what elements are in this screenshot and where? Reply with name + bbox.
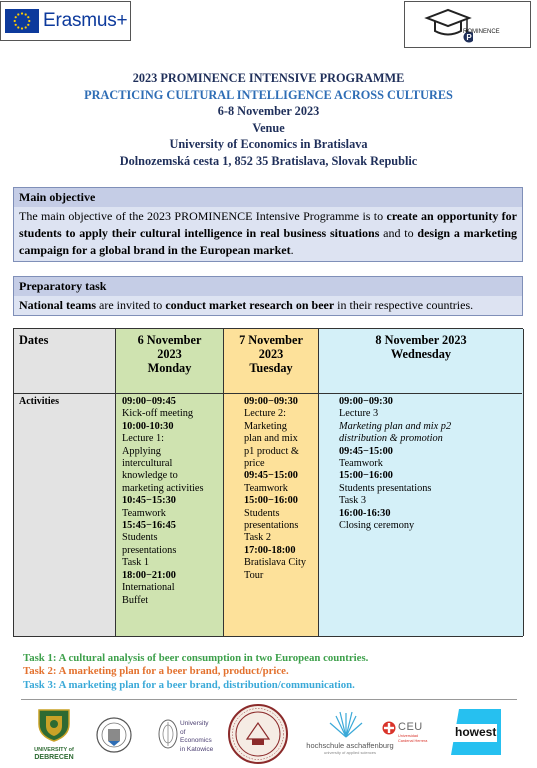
header-divider (14, 393, 522, 394)
ceu-subtitle-line1: Universidad (398, 734, 419, 738)
university-seal-icon (94, 715, 134, 755)
bratislava-seal-logo (225, 703, 291, 765)
day2-header: 7 November 2023 Tuesday (239, 333, 303, 375)
day3-header: 8 November 2023 Wednesday (375, 333, 467, 361)
katowice-name-line2: of Economics (180, 728, 212, 744)
dates-column (14, 329, 116, 636)
preparatory-task-text: National teams are invited to conduct market research on beer in their respective countries. (14, 296, 522, 315)
bratislava-seal-icon (225, 703, 291, 765)
prominence-mark: P (466, 33, 472, 42)
debrecen-crest-icon (33, 706, 75, 742)
day2-column (224, 329, 319, 636)
title-line-theme: PRACTICING CULTURAL INTELLIGENCE ACROSS CULTURES (84, 87, 453, 102)
debrecen-name-line1: UNIVERSITY of (34, 747, 74, 753)
day1-column (116, 329, 224, 636)
main-objective-text: The main objective of the 2023 PROMINENCE Intensive Programme is to create an opportunity for students to apply their cultural intelligence in real business situations and to design a marketing campaign for a global brand in the European market. (14, 207, 522, 261)
katowice-logo (157, 717, 219, 753)
main-objective-box (13, 187, 523, 262)
ceu-cross-icon (382, 721, 396, 735)
schedule-table (13, 328, 523, 637)
prominence-wordmark: ROMINENCE (463, 29, 500, 35)
footer-divider (21, 699, 517, 700)
tasks-list (23, 652, 368, 692)
title-line-dates: 6-8 November 2023 (217, 104, 320, 118)
task-2: Task 2: A marketing plan for a beer brand, product/price. (23, 665, 289, 678)
ceu-subtitle-line2: Cardenal Herrera (398, 738, 428, 743)
partner-seal-logo (94, 715, 134, 755)
eu-flag-icon (5, 9, 39, 33)
day3-activities: 09:00−09:30 Lecture 3 Marketing plan and mix p2 distribution & promotion 09:45−15:00 Teamwork 15:00−16:00 Students presentations Task 3 16:00-16:30 Closing ceremony (339, 396, 452, 532)
graduation-cap-icon (423, 6, 473, 44)
dates-header: Dates (19, 333, 49, 347)
howest-name: howest (455, 725, 497, 739)
programme-title (0, 70, 537, 169)
ceu-name: CEU (398, 721, 423, 733)
katowice-name-line3: in Katowice (180, 745, 214, 753)
aschaffenburg-subtitle: university of applied sciences (323, 750, 377, 755)
preparatory-task-heading: Preparatory task (14, 277, 522, 296)
katowice-emblem-icon (157, 717, 179, 751)
day2-activities: 09:00−09:30 Lecture 2: Marketing plan and mix p1 product & price 09:45−15:00 Teamwork 15:00−16:00 Students presentations Task 2 17:00-18:00 Bratislava City Tour (244, 396, 307, 581)
title-line-university: University of Economics in Bratislava (169, 137, 368, 151)
partner-logos (0, 703, 537, 765)
katowice-name-line1: University (180, 720, 209, 727)
aschaffenburg-burst-icon (326, 709, 366, 739)
task-3: Task 3: A marketing plan for a beer brand, distribution/communication. (23, 678, 355, 691)
erasmus-plus-logo (0, 1, 131, 41)
day1-header: 6 November 2023 Monday (137, 333, 202, 375)
main-objective-heading: Main objective (14, 188, 522, 207)
task-1: Task 1: A cultural analysis of beer consumption in two European countries. (23, 652, 369, 664)
debrecen-logo (33, 706, 75, 762)
preparatory-task-box (13, 276, 523, 316)
title-line-venue-label: Venue (252, 120, 285, 135)
aschaffenburg-name: hochschule aschaffenburg (306, 741, 394, 750)
ceu-logo (382, 719, 440, 749)
title-line-programme: 2023 PROMINENCE INTENSIVE PROGRAMME (132, 71, 405, 85)
debrecen-name-line2: DEBRECEN (34, 754, 74, 761)
erasmus-wordmark: Erasmus+ (43, 10, 128, 31)
prominence-logo (404, 1, 531, 48)
title-line-address: Dolnozemská cesta 1, 852 35 Bratislava, Slovak Republic (119, 153, 418, 168)
activities-label: Activities (19, 396, 59, 407)
day3-column (319, 329, 524, 636)
day1-activities: 09:00−09:45 Kick-off meeting 10:00-10:30 Lecture 1: Applying intercultural knowledge to marketing activities 10:45−15:30 Teamwork 15:45−16:45 Students presentations Task 1 18:00−21:00 International Buffet (122, 396, 204, 606)
howest-logo (451, 709, 501, 755)
